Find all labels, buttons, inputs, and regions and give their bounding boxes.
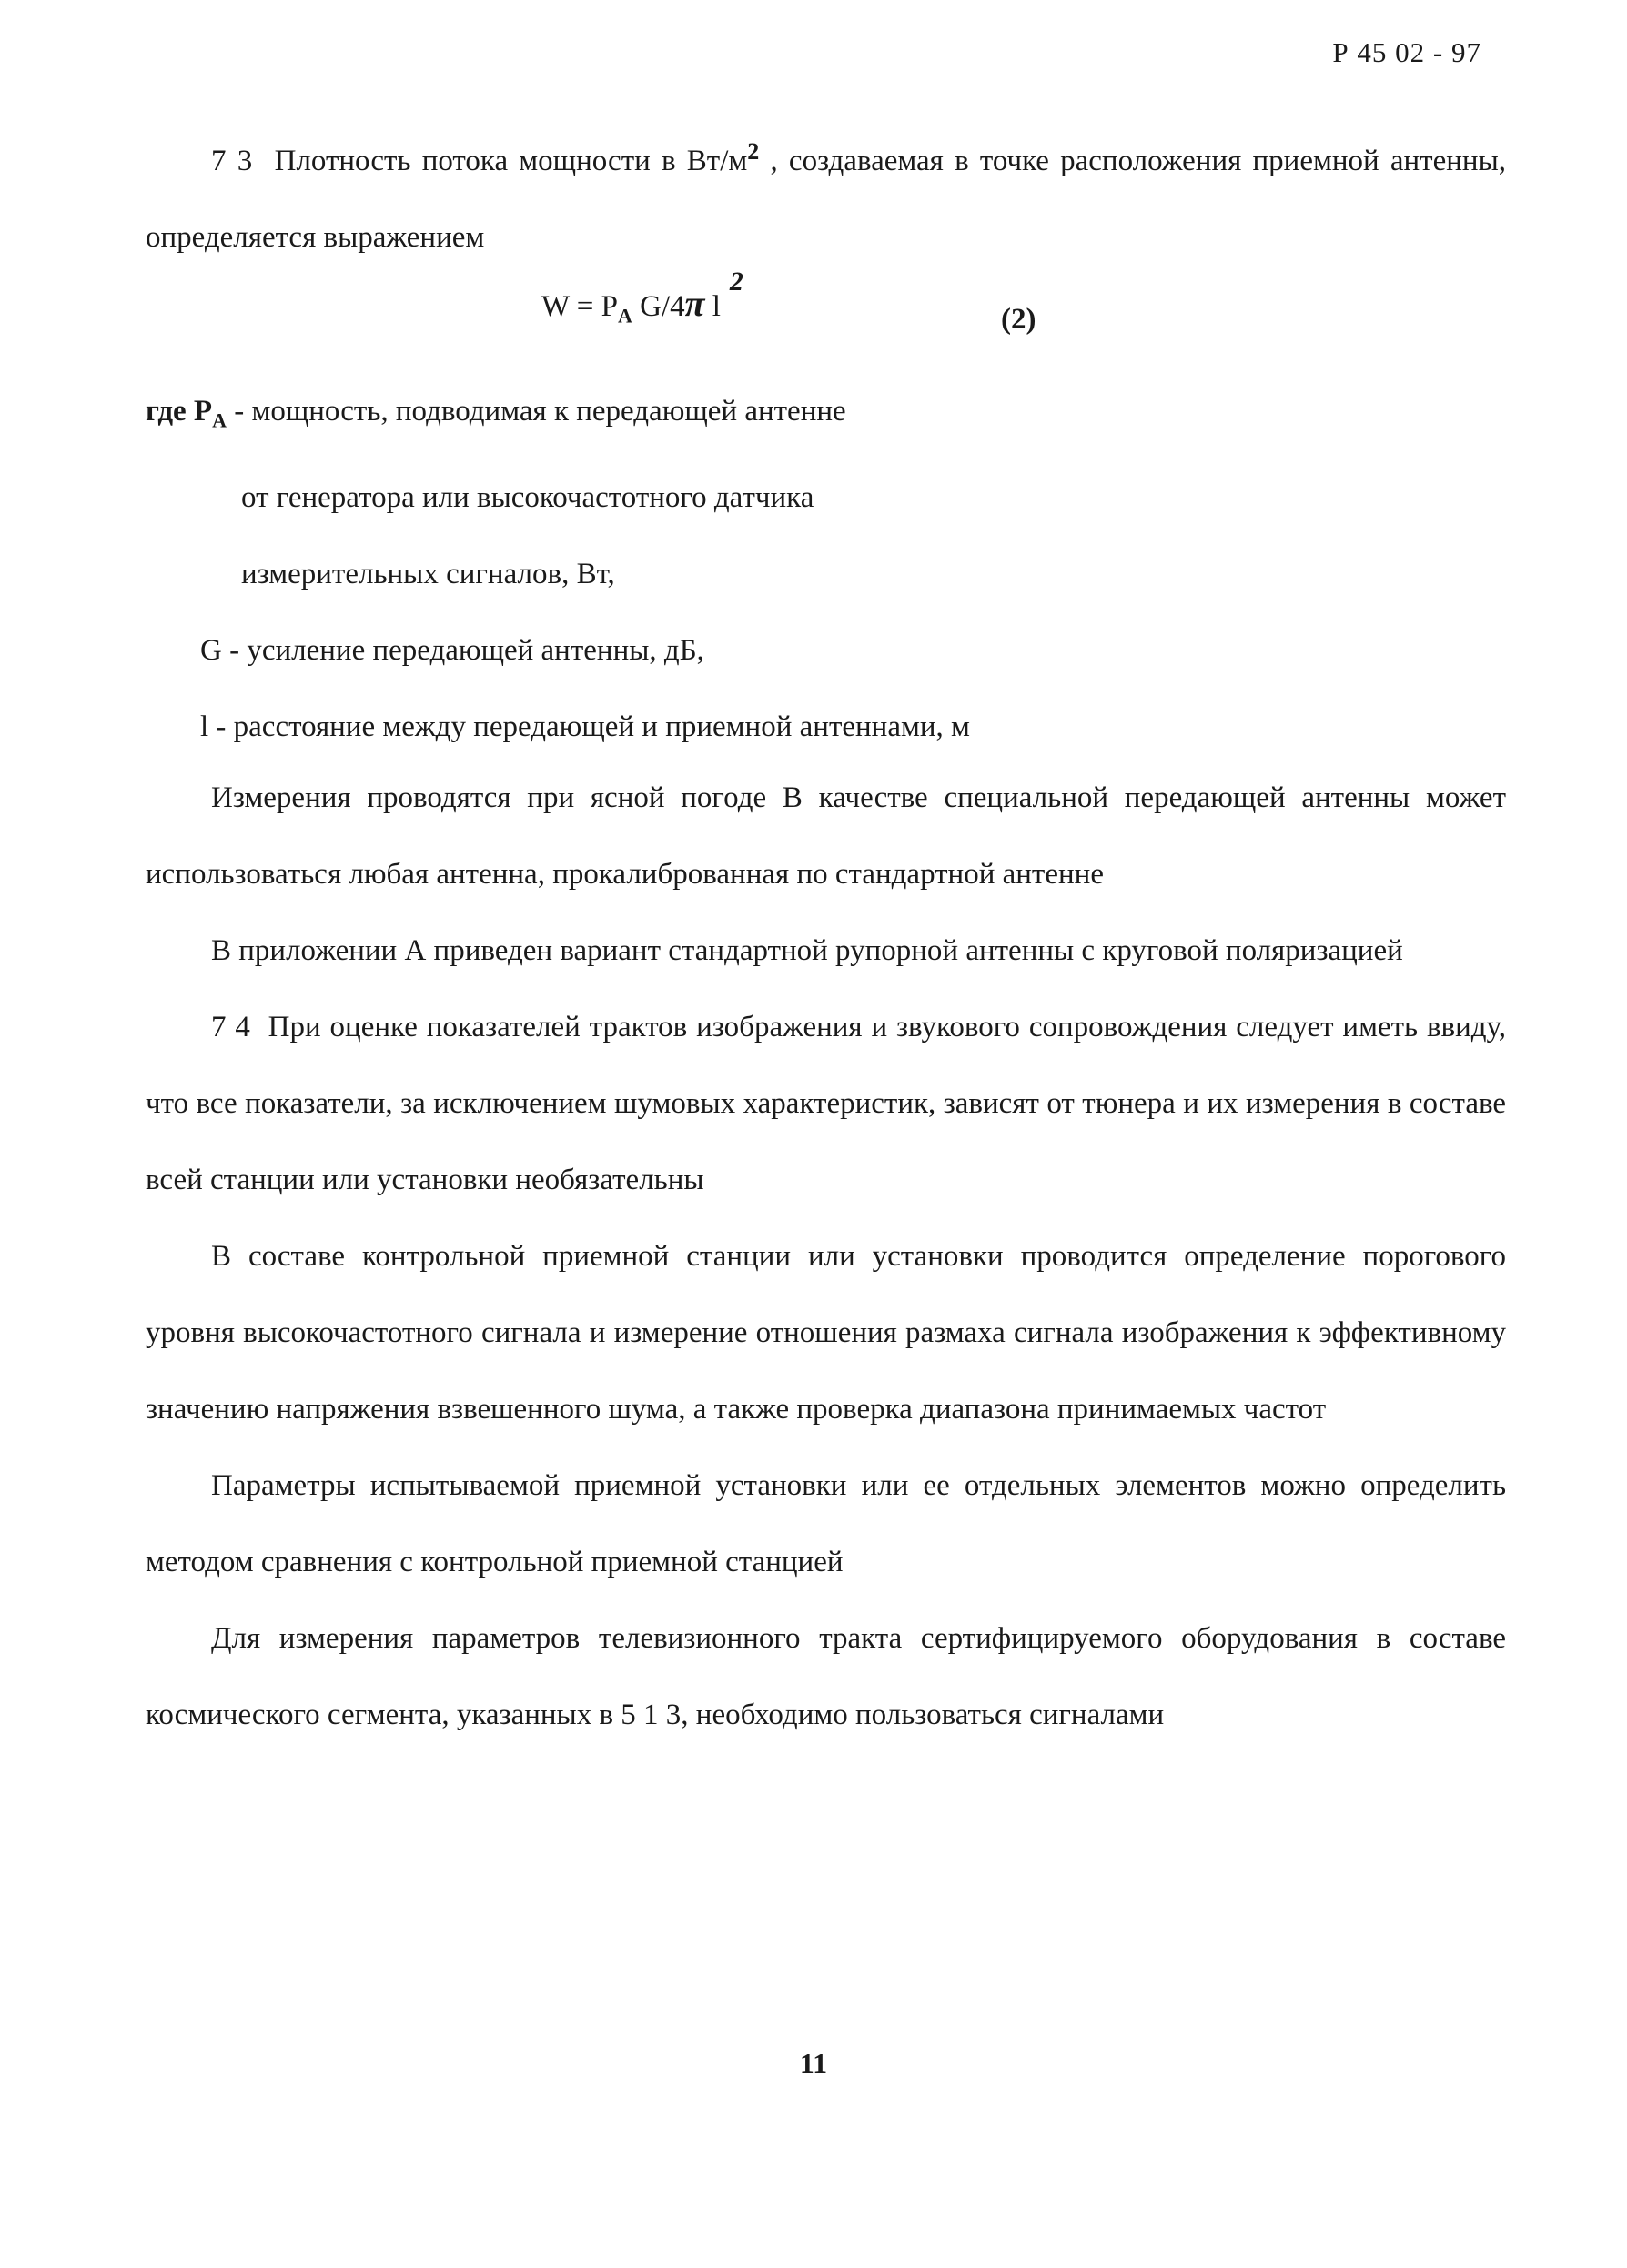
formula-rhs-b: l [704,290,721,323]
where-p-def-3: измерительных сигналов, Вт, [241,557,615,590]
section-7-4-paragraph [146,989,1506,1218]
formula-rhs-a: G/4 [632,290,685,323]
section-7-3 [146,114,1506,276]
clause-number: 7 3 [211,145,253,177]
where-intro: где P [146,395,213,428]
where-g-definition: G - усиление передающей антенны, дБ, [200,633,704,667]
where-p-subscript: A [212,408,227,432]
section-7-3-text-a: Плотность потока мощности в Вт/м [274,145,748,177]
section-7-4-text: При оценке показателей трактов изображения и звукового сопровождения следует иметь ввиду, что все показатели, за исключением шумовых характеристик, зависят от тюнера и их измерения в составе всей станции или установки необязательны [146,1011,1507,1196]
paragraph-space-segment: Для измерения параметров телевизионного тракта сертифицируемого оборудования в составе космического сегмента, указанных в 5 1 3, необходимо пользоваться сигналами [146,1622,1506,1731]
formula-subscript: A [618,304,632,328]
paragraph-parameters: Параметры испытываемой приемной установки или ее отдельных элементов можно определить методом сравнения с контрольной приемной станцией [146,1469,1506,1578]
section-7-3-paragraph [146,114,1506,276]
page-number: 11 [799,2047,828,2080]
where-p-def-2: от генератора или высокочастотного датчика [241,480,814,514]
formula-pi-symbol: π [684,283,705,324]
paragraph-control-station: В составе контрольной приемной станции или установки проводится определение порогового уровня высокочастотного сигнала и измерение отношения размаха сигнала изображения к эффективному значению напряжения взвешенного шума, а также проверка диапазона принимаемых частот [146,1240,1506,1426]
formula-2 [541,267,743,328]
where-p-def-1: - мощность, подводимая к передающей антенне [226,395,846,428]
formula-lhs: W = P [541,290,619,323]
paragraph-appendix-a: В приложении А приведен вариант стандартной рупорной антенны с круговой поляризацией [211,934,1403,967]
clause-number-7-4: 7 4 [211,1011,250,1043]
document-code: Р 45 02 - 97 [1332,36,1481,68]
formula-number: (2) [1001,303,1036,336]
section-7-3-text-b: , создаваемая в точке расположения приемной антенны, определяется выражением [146,145,1506,254]
paragraph-measurement-conditions: Измерения проводятся при ясной погоде В качестве специальной передающей антенны может использоваться любая антенна, прокалиброванная по стандартной антенне [146,781,1506,891]
section-7-3-superscript: 2 [747,138,760,165]
formula-superscript: 2 [729,267,743,297]
where-definitions [146,373,1511,765]
body-text [146,760,1506,1753]
where-l-definition: l - расстояние между передающей и приемной антеннами, м [200,710,970,743]
where-p-definition [146,373,1511,459]
